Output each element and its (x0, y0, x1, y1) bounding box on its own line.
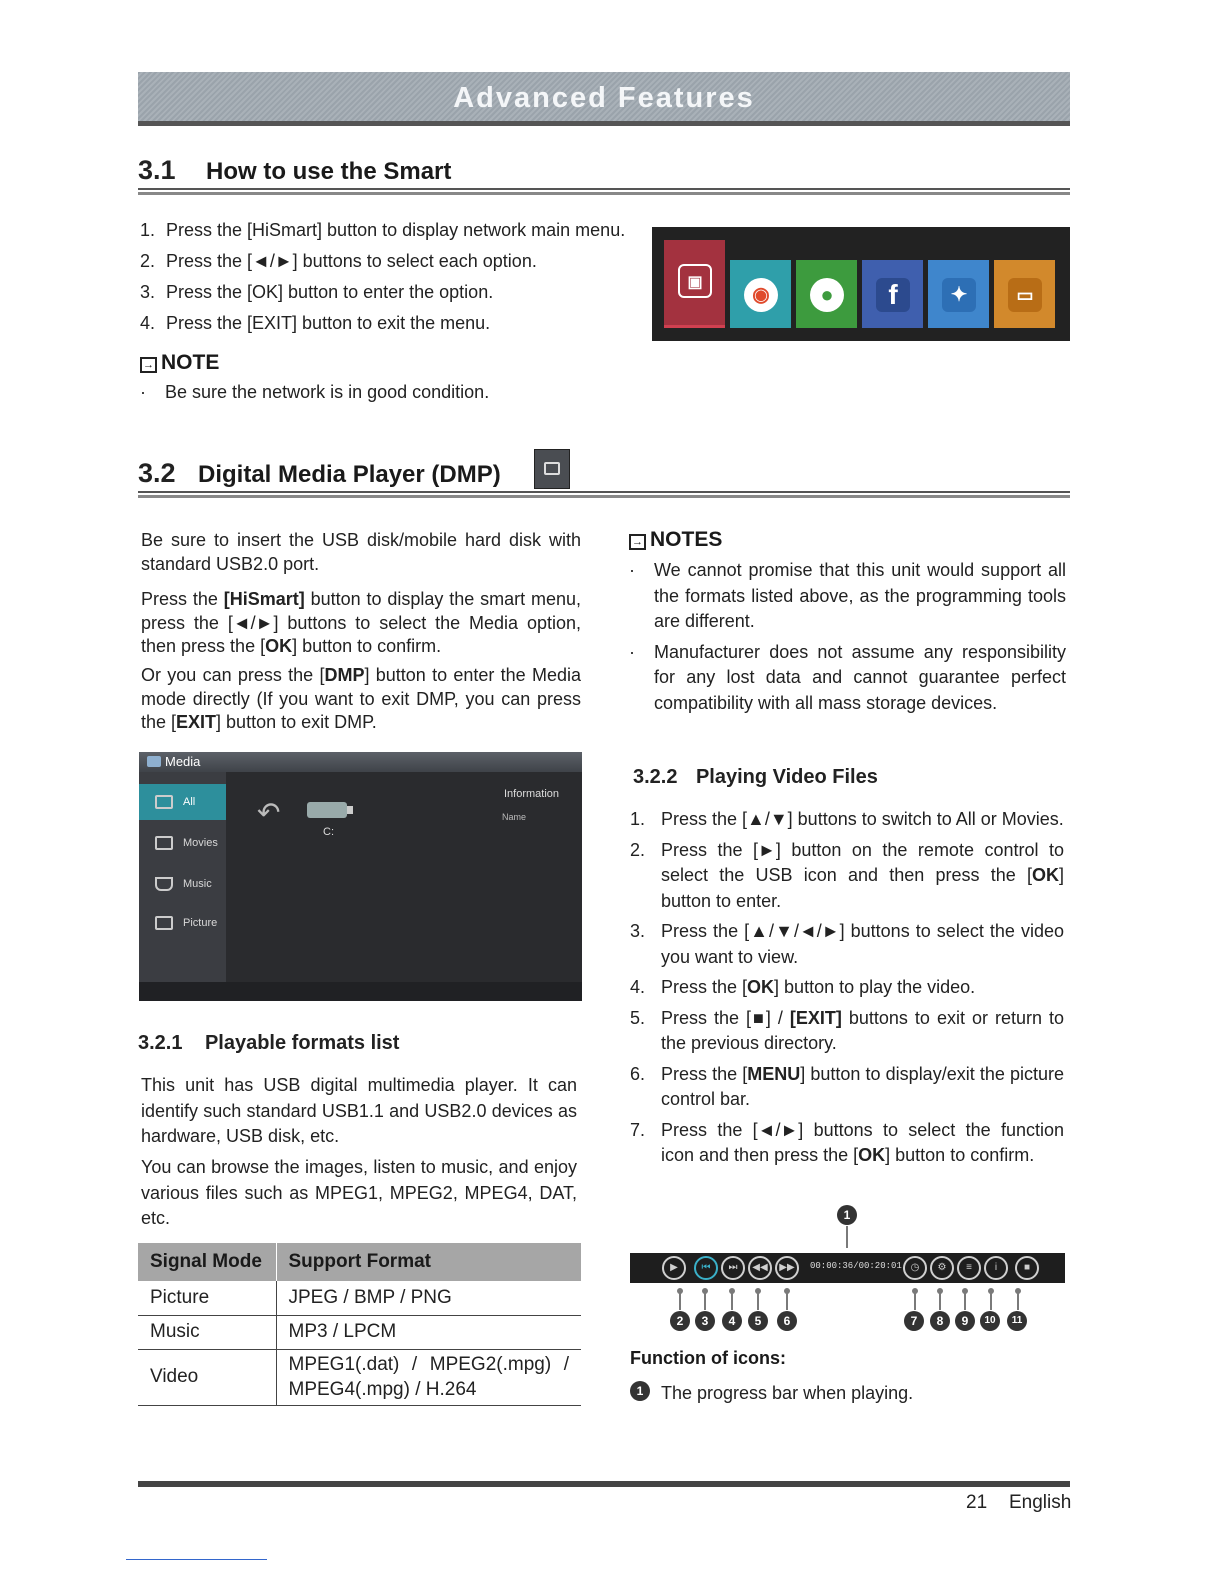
section-3-1-heading (138, 155, 1070, 186)
section-title: Digital Media Player (DMP) (198, 461, 501, 488)
stop-icon[interactable]: ■ (1015, 1256, 1039, 1280)
table-header: Support Format (276, 1243, 581, 1281)
movie-icon (155, 836, 173, 850)
list-item: 1. Press the [▲/▼] buttons to switch to All or Movies. (630, 809, 1064, 829)
bottom-link-line (126, 1559, 267, 1560)
next-icon[interactable]: ⏭ (721, 1256, 745, 1280)
callout-line (990, 1292, 992, 1310)
note-icon: → (629, 534, 646, 550)
list-item: 7. Press the [◄/►] buttons to select the function icon and then press the [OK] button to confirm. (630, 1119, 1064, 1165)
callout-1-legend: 1 (630, 1381, 650, 1401)
section-title: How to use the Smart (206, 158, 452, 185)
function-icons-heading: Function of icons: (630, 1348, 786, 1368)
header-banner (138, 72, 1070, 126)
table-header: Signal Mode (138, 1243, 276, 1281)
video-steps-list (630, 807, 1064, 1169)
globe-tile (796, 260, 857, 328)
notes-heading: → NOTES (629, 528, 722, 552)
media-item-music[interactable]: Music (139, 866, 226, 902)
monitor-icon (155, 795, 173, 809)
list-item: 2. Press the [►] button on the remote control to select the USB icon and then press the [OK] button to enter. (630, 839, 1064, 911)
callout-line (914, 1292, 916, 1310)
callout-line (757, 1292, 759, 1310)
section-3-2-1-heading: 3.2.1 Playable formats list (138, 1032, 400, 1054)
drive-label: C: (323, 826, 334, 838)
formats-paragraph-2: You can browse the images, listen to music, and enjoy various files such as MPEG1, MPEG2, MPEG4, DAT, etc. (141, 1157, 577, 1228)
callout-5: 5 (748, 1311, 768, 1331)
list-item: 3. Press the [OK] button to enter the option. (140, 282, 494, 302)
function-1-description: The progress bar when playing. (661, 1383, 914, 1403)
facebook-tile (862, 260, 923, 328)
playback-time: 00:00:36/00:20:01 (810, 1261, 902, 1271)
note-text: · Be sure the network is in good condition. (140, 382, 490, 402)
callout-1: 1 (837, 1205, 857, 1225)
dmp-icon (534, 449, 570, 489)
table-row: Music MP3 / LPCM (138, 1315, 581, 1349)
media-footer-bar (139, 982, 582, 1001)
smart-menu-screenshot (652, 227, 1070, 341)
list-item: 4. Press the [EXIT] button to exit the menu. (140, 313, 491, 333)
formats-paragraph-1: This unit has USB digital multimedia player. It can identify such standard USB1.1 and USB2.0 devices as hardware, USB disk, etc. (141, 1075, 577, 1146)
section-number: 3.2 (138, 458, 176, 488)
section-3-2-2-heading: 3.2.2 Playing Video Files (633, 766, 878, 788)
callout-line (939, 1292, 941, 1310)
music-icon (155, 877, 173, 891)
note-heading: → NOTE (140, 351, 219, 375)
callout-line (964, 1292, 966, 1310)
media-sidebar (139, 772, 226, 1001)
picasa-icon: ◉ (744, 278, 778, 312)
smart-steps-list (140, 215, 650, 339)
callout-3: 3 (695, 1311, 715, 1331)
usb-drive-icon[interactable] (307, 802, 347, 818)
screen-share-tile (994, 260, 1055, 328)
list-item: 2. Press the [◄/►] buttons to select each option. (140, 251, 537, 271)
media-icon: ▣ (678, 264, 712, 298)
info-icon[interactable]: i (984, 1256, 1008, 1280)
globe-icon: ● (810, 278, 844, 312)
info-title: Information (504, 788, 560, 800)
section-number: 3.1 (138, 155, 176, 185)
twitter-tile (928, 260, 989, 328)
page-language: English (1009, 1492, 1072, 1513)
table-row: Video MPEG1(.dat) / MPEG2(.mpg) / MPEG4(.mpg) / H.264 (138, 1349, 581, 1405)
page-number: 21 (966, 1492, 988, 1513)
footer-rule (138, 1481, 1070, 1487)
callout-9: 9 (955, 1311, 975, 1331)
clock-icon[interactable]: ◷ (903, 1256, 927, 1280)
media-item-movies[interactable]: Movies (139, 825, 226, 861)
list-item: · Manufacturer does not assume any responsibility for any lost data and cannot guarantee perfect compatibility with all mass storage devices. (629, 641, 1066, 713)
list-item: 4. Press the [OK] button to play the video. (630, 977, 976, 997)
callout-line (786, 1292, 788, 1310)
previous-icon[interactable]: ⏮ (694, 1256, 718, 1280)
table-row: Picture JPEG / BMP / PNG (138, 1281, 581, 1315)
list-item: 3. Press the [▲/▼/◄/►] buttons to select the video you want to view. (630, 921, 1064, 967)
picasa-tile (730, 260, 791, 328)
media-screenshot (139, 752, 582, 1001)
screen-share-icon: ▭ (1008, 278, 1042, 312)
list-item: · We cannot promise that this unit would support all the formats listed above, as the programming tools are different. (629, 560, 1066, 631)
callout-11: 11 (1007, 1311, 1027, 1331)
media-title-bar: Media (139, 752, 582, 772)
picture-control-bar (630, 1253, 1065, 1283)
media-item-picture[interactable]: Picture (139, 905, 226, 941)
callout-line (731, 1292, 733, 1310)
list-item: 1. Press the [HiSmart] button to display network main menu. (140, 220, 626, 240)
info-name-label: Name (502, 812, 527, 822)
dmp-direct-paragraph: Or you can press the [DMP] button to enter the Media mode directly (If you want to exit DMP, you can press the [EXIT] button to exit DMP. (141, 665, 581, 732)
formats-table (138, 1243, 581, 1406)
callout-4: 4 (722, 1311, 742, 1331)
media-tile (664, 240, 725, 328)
page-banner-title: Advanced Features (453, 82, 755, 114)
callout-8: 8 (930, 1311, 950, 1331)
callout-line (704, 1292, 706, 1310)
settings-icon[interactable]: ⚙ (930, 1256, 954, 1280)
callout-line (679, 1292, 681, 1310)
twitter-icon: ✦ (942, 278, 976, 312)
back-arrow-icon[interactable]: ↶ (257, 797, 281, 828)
fast-forward-icon[interactable]: ▶▶ (775, 1256, 799, 1280)
media-logo-icon (147, 756, 161, 767)
list-item: 5. Press the [■] / [EXIT] buttons to exit or return to the previous directory. (630, 1007, 1064, 1053)
media-item-all[interactable]: All (139, 784, 226, 820)
note-icon: → (140, 357, 157, 373)
callout-10: 10 (980, 1311, 1000, 1331)
list-item: 6. Press the [MENU] button to display/exit the picture control bar. (630, 1063, 1064, 1109)
section-divider (138, 188, 1070, 195)
callout-6: 6 (777, 1311, 797, 1331)
callout-line (846, 1226, 848, 1248)
callout-line (1017, 1292, 1019, 1310)
list-icon[interactable]: ≡ (957, 1256, 981, 1280)
notes-list (629, 558, 1066, 716)
dmp-intro-paragraph: Be sure to insert the USB disk/mobile hard disk with standard USB2.0 port. (141, 530, 581, 574)
facebook-icon: f (876, 278, 910, 312)
section-divider (138, 491, 1070, 498)
dmp-hismart-paragraph: Press the [HiSmart] button to display the smart menu, press the [◄/►] buttons to select the Media option, then press the [OK] button to confirm. (141, 589, 581, 656)
play-icon[interactable]: ▶ (662, 1256, 686, 1280)
callout-7: 7 (904, 1311, 924, 1331)
section-3-2-heading (138, 458, 1070, 489)
callout-2: 2 (670, 1311, 690, 1331)
rewind-icon[interactable]: ◀◀ (748, 1256, 772, 1280)
picture-icon (155, 916, 173, 930)
